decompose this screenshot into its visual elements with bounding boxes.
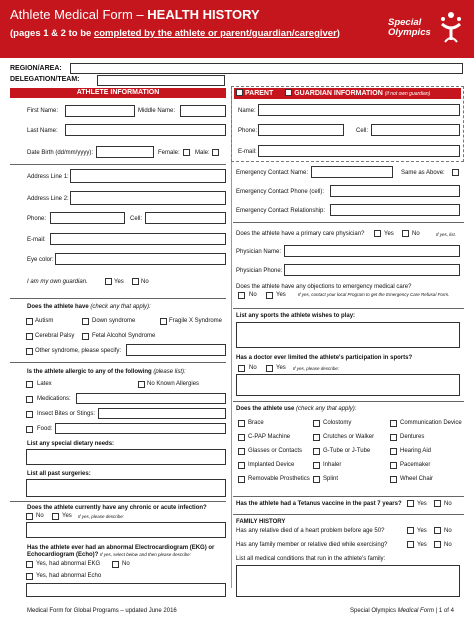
- uses-item-label: Wheel Chair: [400, 476, 434, 482]
- family-conditions-field[interactable]: [236, 565, 460, 597]
- own-guardian-yes-checkbox[interactable]: [105, 278, 112, 285]
- uses-item-label: Hearing Aid: [400, 448, 432, 454]
- ekg-no-checkbox[interactable]: [112, 561, 119, 568]
- divider: [233, 401, 464, 402]
- address2-field[interactable]: [70, 191, 226, 205]
- uses-item-label: Splint: [323, 476, 339, 482]
- limited-field[interactable]: [236, 374, 460, 396]
- chronic-yes-checkbox[interactable]: [52, 513, 59, 520]
- family-q3: List all medical conditions that run in the athlete's family:: [236, 556, 386, 562]
- fragile-x-checkbox[interactable]: [160, 318, 167, 325]
- divider: [233, 514, 464, 515]
- objection-question: Does the athlete have any objections to emergency medical care?: [236, 284, 412, 290]
- tetanus-question: Has the athlete had a Tetanus vaccine in the past 7 years?: [236, 501, 402, 507]
- physician-phone-field[interactable]: [284, 264, 460, 276]
- uses-item-checkbox[interactable]: [238, 420, 245, 427]
- delegation-label: DELEGATION/TEAM:: [10, 76, 80, 83]
- middle-name-field[interactable]: [180, 105, 226, 117]
- guardian-email-field[interactable]: [258, 145, 460, 157]
- middle-name-label: Middle Name:: [138, 108, 176, 114]
- latex-label: Latex: [37, 381, 52, 387]
- other-syndrome-field[interactable]: [126, 344, 226, 356]
- chronic-question: Does the athlete currently have any chronic or acute infection?: [27, 505, 207, 511]
- abnormal-echo-label: Yes, had abnormal Echo: [36, 573, 102, 579]
- emergency-relationship-label: Emergency Contact Relationship:: [236, 208, 326, 214]
- uses-item-label: Pacemaker: [400, 462, 431, 468]
- uses-item-checkbox[interactable]: [390, 448, 397, 455]
- uses-item-checkbox[interactable]: [390, 434, 397, 441]
- uses-item-label: C-PAP Machine: [248, 434, 291, 440]
- physician-phone-label: Physician Phone:: [236, 268, 283, 274]
- guardian-phone-label: Phone:: [238, 128, 258, 134]
- uses-item-label: Crutches or Walker: [323, 434, 375, 440]
- uses-item-checkbox[interactable]: [313, 462, 320, 469]
- physician-yes-label: Yes: [384, 231, 394, 237]
- own-guardian-yes-label: Yes: [114, 279, 124, 285]
- fetal-alcohol-checkbox[interactable]: [82, 333, 89, 340]
- chronic-field[interactable]: [26, 522, 226, 538]
- fragile-x-label: Fragile X Syndrome: [169, 318, 223, 324]
- family-q1-yes-label: Yes: [417, 528, 427, 534]
- uses-item-label: Brace: [248, 420, 264, 426]
- objection-no-label: No: [249, 292, 257, 298]
- uses-item-checkbox[interactable]: [390, 420, 397, 427]
- first-name-label: First Name:: [27, 108, 59, 114]
- insect-checkbox[interactable]: [26, 411, 33, 418]
- same-as-above-checkbox[interactable]: [452, 169, 459, 176]
- divider: [10, 501, 226, 502]
- chronic-yes-label: Yes: [62, 513, 72, 519]
- address1-field[interactable]: [70, 169, 226, 183]
- ekg-no-label: No: [122, 561, 130, 567]
- surgeries-field[interactable]: [26, 479, 226, 497]
- tetanus-yes-checkbox[interactable]: [407, 500, 414, 507]
- phone-label: Phone:: [27, 216, 47, 222]
- uses-item-checkbox[interactable]: [390, 476, 397, 483]
- family-q1-yes-checkbox[interactable]: [407, 527, 414, 534]
- eye-color-field[interactable]: [55, 253, 226, 265]
- guardian-cell-field[interactable]: [371, 124, 460, 136]
- own-guardian-no-checkbox[interactable]: [132, 278, 139, 285]
- email-label: E-mail:: [27, 237, 46, 243]
- footer-right: Special Olympics Medical Form | 1 of 4: [350, 608, 454, 614]
- guardian-checkbox[interactable]: [285, 89, 292, 96]
- guardian-cell-label: Cell:: [356, 128, 369, 134]
- physician-if-yes-note: If yes, list.: [436, 232, 457, 237]
- emergency-relationship-field[interactable]: [330, 204, 460, 216]
- uses-item-label: Glasses or Contacts: [248, 448, 303, 454]
- objection-yes-label: Yes: [276, 292, 286, 298]
- tetanus-yes-label: Yes: [417, 501, 427, 507]
- physician-no-label: No: [412, 231, 420, 237]
- emergency-name-field[interactable]: [311, 166, 393, 178]
- family-q1: Has any relative died of a heart problem before age 50?: [236, 528, 385, 534]
- female-checkbox[interactable]: [183, 149, 190, 156]
- food-checkbox[interactable]: [26, 426, 33, 433]
- physician-name-field[interactable]: [284, 245, 460, 257]
- uses-item-checkbox[interactable]: [238, 434, 245, 441]
- form-subtitle: (pages 1 & 2 to be completed by the athlete or parent/guardian/caregiver): [10, 28, 340, 39]
- uses-item-checkbox[interactable]: [313, 420, 320, 427]
- abnormal-echo-checkbox[interactable]: [26, 573, 33, 580]
- last-name-label: Last Name:: [27, 128, 58, 134]
- column-divider: [231, 88, 232, 588]
- allergy-question: Is the athlete allergic to any of the following (please list):: [27, 369, 186, 375]
- phone-field[interactable]: [50, 212, 125, 224]
- family-q2: Has any family member or relative died while exercising?: [236, 542, 388, 548]
- own-guardian-label: I am my own guardian.: [27, 279, 88, 285]
- uses-item-label: Colostomy: [323, 420, 352, 426]
- delegation-field[interactable]: [97, 75, 225, 86]
- region-field[interactable]: [70, 63, 463, 74]
- chronic-no-label: No: [36, 513, 44, 519]
- uses-item-label: Inhaler: [323, 462, 342, 468]
- physician-yes-checkbox[interactable]: [374, 230, 381, 237]
- eye-color-label: Eye color:: [27, 257, 54, 263]
- emergency-name-label: Emergency Contact Name:: [236, 170, 309, 176]
- guardian-phone-field[interactable]: [258, 124, 344, 136]
- family-q1-no-checkbox[interactable]: [434, 527, 441, 534]
- ekg-question-line2: Echocardiogram (Echo)? If yes, select below and then please describe:: [27, 552, 191, 558]
- special-olympics-logo: Special Olympics: [388, 8, 468, 48]
- food-field[interactable]: [55, 423, 226, 434]
- divider: [233, 308, 464, 309]
- tetanus-no-checkbox[interactable]: [434, 500, 441, 507]
- physician-no-checkbox[interactable]: [402, 230, 409, 237]
- uses-item-label: Dentures: [400, 434, 425, 440]
- family-q1-no-label: No: [444, 528, 452, 534]
- parent-checkbox[interactable]: [236, 89, 243, 96]
- address1-label: Address Line 1:: [27, 174, 69, 180]
- latex-checkbox[interactable]: [26, 381, 33, 388]
- divider: [233, 496, 464, 497]
- same-as-above-label: Same as Above:: [401, 170, 445, 176]
- guardian-name-field[interactable]: [258, 104, 460, 116]
- uses-item-checkbox[interactable]: [313, 448, 320, 455]
- limited-no-label: No: [249, 365, 257, 371]
- objection-no-checkbox[interactable]: [238, 292, 245, 299]
- cell-label: Cell:: [130, 216, 143, 222]
- uses-item-checkbox[interactable]: [313, 434, 320, 441]
- tetanus-no-label: No: [444, 501, 452, 507]
- conditions-question: Does the athlete have (check any that apply):: [27, 304, 151, 310]
- cell-field[interactable]: [145, 212, 226, 224]
- chronic-no-checkbox[interactable]: [26, 513, 33, 520]
- male-checkbox[interactable]: [212, 149, 219, 156]
- email-field[interactable]: [50, 233, 226, 245]
- objection-yes-checkbox[interactable]: [266, 292, 273, 299]
- limited-note: If yes, please describe:: [293, 366, 340, 371]
- uses-item-label: Removable Prosthetics: [248, 476, 310, 482]
- physician-name-label: Physician Name:: [236, 249, 282, 255]
- medications-checkbox[interactable]: [26, 396, 33, 403]
- family-q2-no-checkbox[interactable]: [434, 541, 441, 548]
- dob-field[interactable]: [96, 146, 154, 158]
- down-syndrome-checkbox[interactable]: [82, 318, 89, 325]
- family-q2-yes-label: Yes: [417, 542, 427, 548]
- uses-item-label: Communication Device: [400, 420, 462, 426]
- medications-label: Medications:: [37, 396, 71, 402]
- logo-figure-icon: [436, 10, 466, 44]
- own-guardian-no-label: No: [141, 279, 149, 285]
- diet-field[interactable]: [26, 449, 226, 465]
- divider: [10, 298, 226, 299]
- female-label: Female:: [158, 150, 180, 156]
- footer-left: Medical Form for Global Programs – updated June 2016: [27, 608, 177, 614]
- family-q2-yes-checkbox[interactable]: [407, 541, 414, 548]
- emergency-phone-label: Emergency Contact Phone (cell):: [236, 189, 325, 195]
- family-history-heading: FAMILY HISTORY: [236, 519, 286, 525]
- chronic-note: If yes, please describe:: [78, 514, 125, 519]
- uses-item-checkbox[interactable]: [238, 462, 245, 469]
- ekg-question-line1: Has the athlete ever had an abnormal Electrocardiogram (EKG) or: [27, 545, 215, 551]
- limited-no-checkbox[interactable]: [238, 365, 245, 372]
- first-name-field[interactable]: [65, 105, 135, 117]
- autism-label: Autism: [35, 318, 54, 324]
- uses-question: Does the athlete use (check any that apply):: [236, 406, 357, 412]
- divider: [10, 362, 226, 363]
- down-syndrome-label: Down syndrome: [92, 318, 136, 324]
- limited-question: Has a doctor ever limited the athlete's participation in sports?: [236, 355, 413, 361]
- cerebral-palsy-checkbox[interactable]: [26, 333, 33, 340]
- autism-checkbox[interactable]: [26, 318, 33, 325]
- objection-note: If yes, contact your local Program to get the Emergency Care Refusal Form.: [298, 292, 450, 297]
- region-label: REGION/AREA:: [10, 65, 62, 72]
- cerebral-palsy-label: Cerebral Palsy: [35, 333, 75, 339]
- uses-item-label: Implanted Device: [248, 462, 295, 468]
- physician-question: Does the athlete have a primary care physician?: [236, 231, 365, 237]
- last-name-field[interactable]: [65, 124, 226, 136]
- sports-question: List any sports the athlete wishes to play:: [236, 313, 356, 319]
- guardian-email-label: E-mail:: [238, 149, 257, 155]
- fetal-alcohol-label: Fetal Alcohol Syndrome: [92, 333, 156, 339]
- guardian-name-label: Name:: [238, 108, 256, 114]
- ekg-describe-field[interactable]: [26, 583, 226, 597]
- athlete-info-heading: ATHLETE INFORMATION: [10, 88, 226, 98]
- divider: [10, 164, 226, 165]
- limited-yes-label: Yes: [276, 365, 286, 371]
- divider: [233, 222, 464, 223]
- guardian-heading: PARENT GUARDIAN INFORMATION (if not own guardian): [234, 88, 461, 99]
- uses-item-checkbox[interactable]: [313, 476, 320, 483]
- other-syndrome-label: Other syndrome, please specify:: [35, 348, 122, 354]
- insect-field[interactable]: [98, 408, 226, 419]
- emergency-phone-field[interactable]: [330, 185, 460, 197]
- diet-question: List any special dietary needs:: [27, 441, 115, 447]
- food-label: Food:: [37, 426, 53, 432]
- surgeries-question: List all past surgeries:: [27, 471, 91, 477]
- sports-field[interactable]: [236, 322, 460, 348]
- uses-item-label: G-Tube or J-Tube: [323, 448, 371, 454]
- medications-field[interactable]: [76, 393, 226, 404]
- male-label: Male:: [195, 150, 210, 156]
- abnormal-ekg-label: Yes, had abnormal EKG: [36, 561, 101, 567]
- no-known-allergies-label: No Known Allergies: [147, 381, 200, 387]
- no-known-allergies-checkbox[interactable]: [138, 381, 145, 388]
- family-q2-no-label: No: [444, 542, 452, 548]
- limited-yes-checkbox[interactable]: [266, 365, 273, 372]
- dob-label: Date Birth (dd/mm/yyyy):: [27, 150, 94, 156]
- uses-item-checkbox[interactable]: [238, 476, 245, 483]
- insect-label: Insect Bites or Stings:: [37, 411, 96, 417]
- abnormal-ekg-checkbox[interactable]: [26, 561, 33, 568]
- address2-label: Address Line 2:: [27, 196, 69, 202]
- uses-item-checkbox[interactable]: [238, 448, 245, 455]
- form-title: Athlete Medical Form – HEALTH HISTORY: [10, 7, 260, 22]
- uses-item-checkbox[interactable]: [390, 462, 397, 469]
- other-syndrome-checkbox[interactable]: [26, 348, 33, 355]
